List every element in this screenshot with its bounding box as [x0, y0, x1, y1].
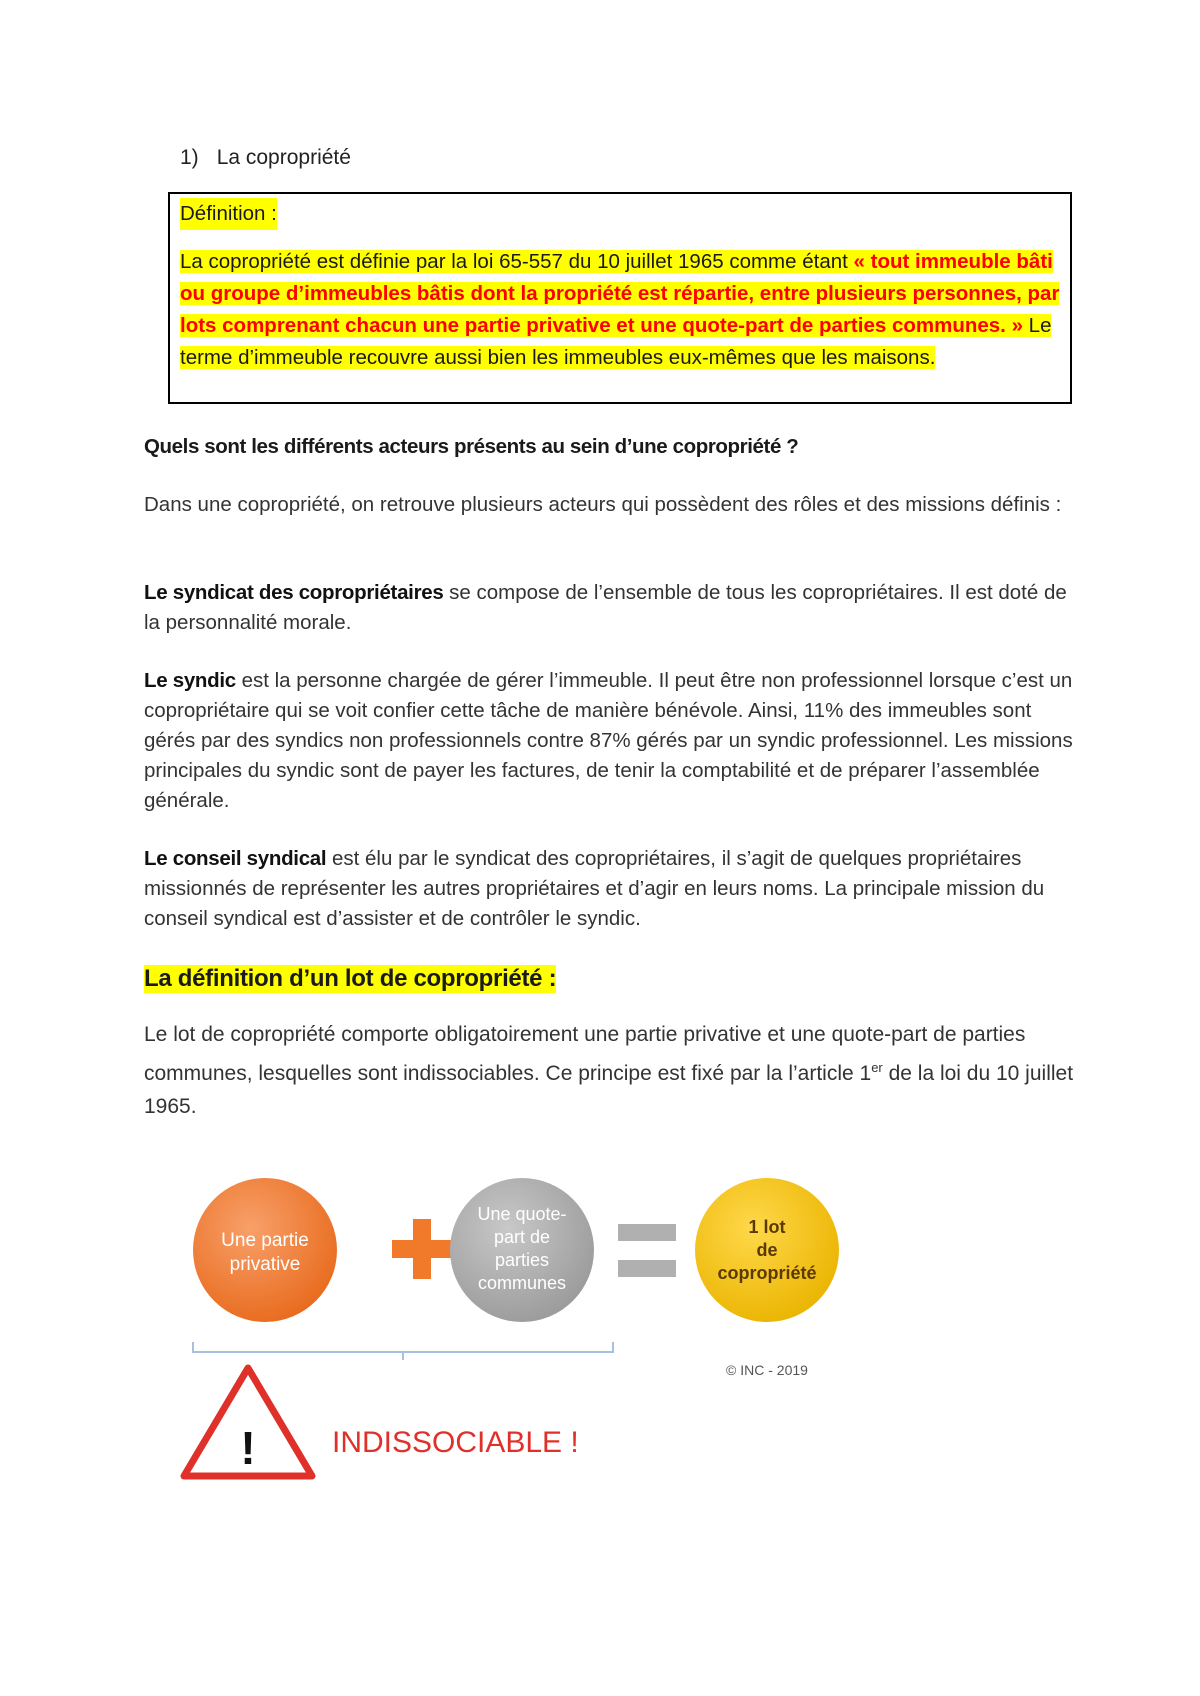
ordinal-superscript: er [871, 1060, 883, 1075]
actors-question: Quels sont les différents acteurs présents au sein d’une copropriété ? [144, 435, 799, 458]
actor-paragraph-syndic [144, 666, 1074, 816]
actor-term: Le syndic [144, 669, 236, 692]
definition-intro: La copropriété est définie par la loi 65-557 du 10 juillet 1965 comme étant [180, 250, 854, 273]
indissociable-label: INDISSOCIABLE ! [332, 1426, 579, 1459]
actor-term: Le conseil syndical [144, 847, 327, 870]
definition-quote: « tout immeuble bâti ou groupe d’immeubles bâtis dont la propriété est répartie, entre plusieurs personnes, par lots comprenant chacun une partie privative et une quote-part de parties communes. » [180, 250, 1060, 337]
private-part-line-2: privative [229, 1254, 301, 1275]
common-parts-line-1: Une quote- [477, 1204, 567, 1224]
section-title: La copropriété [216, 146, 351, 169]
copyright-label: © INC - 2019 [726, 1362, 808, 1378]
lot-line-1: 1 lot [748, 1217, 786, 1237]
warning-mark: ! [240, 1422, 256, 1474]
definition-label: Définition : [180, 198, 277, 230]
section-heading [180, 146, 351, 170]
actor-paragraph-syndicat [144, 578, 1074, 638]
actor-text: est élu par le syndicat des copropriétaires, il s’agit de quelques propriétaires missionnés de représenter les autres propriétaires et d’agir en leurs noms. La principale mission du conseil syndical est d’assister et de contrôler le syndic. [144, 847, 1045, 930]
lot-heading: La définition d’un lot de copropriété : [144, 965, 557, 992]
intro-paragraph: Dans une copropriété, on retrouve plusieurs acteurs qui possèdent des rôles et des missions définis : [144, 493, 1062, 516]
common-parts-line-2: part de [493, 1227, 551, 1247]
warning-icon [184, 1368, 312, 1476]
lot-line-3: copropriété [717, 1263, 817, 1283]
grouping-bracket [193, 1342, 613, 1360]
actor-text: se compose de l’ensemble de tous les copropriétaires. Il est doté de la personnalité morale. [144, 581, 1067, 634]
common-parts-line-3: parties [494, 1250, 550, 1270]
lot-paragraph [144, 1018, 1074, 1123]
private-part-line-1: Une partie [221, 1230, 309, 1251]
equals-icon [618, 1224, 676, 1277]
definition-tail: Le terme d’immeuble recouvre aussi bien les immeubles eux-mêmes que les maisons. [180, 314, 1052, 369]
actor-term: Le syndicat des copropriétaires [144, 581, 444, 604]
lot-paragraph-end: de la loi du 10 juillet 1965. [144, 1062, 1074, 1118]
actor-paragraph-conseil [144, 844, 1074, 934]
lot-line-2: de [756, 1240, 778, 1260]
definition-box [168, 192, 1072, 404]
lot-diagram [140, 1160, 860, 1500]
section-number: 1) [180, 146, 199, 169]
plus-icon [392, 1219, 452, 1279]
actor-text: est la personne chargée de gérer l’immeuble. Il peut être non professionnel lorsque c’est un copropriétaire qui se voit confier cette tâche de manière bénévole. Ainsi, 11% des immeubles sont gérés par des syndics non professionnels contre 87% gérés par un syndic professionnel. Les missions principales du syndic sont de payer les factures, de tenir la comptabilité et de préparer l’assemblée générale. [144, 669, 1073, 812]
lot-paragraph-text: Le lot de copropriété comporte obligatoirement une partie privative et une quote-part de parties communes, lesquelles sont indissociables. Ce principe est fixé par la l’article 1 [144, 1023, 1026, 1085]
common-parts-line-4: communes [477, 1273, 567, 1293]
